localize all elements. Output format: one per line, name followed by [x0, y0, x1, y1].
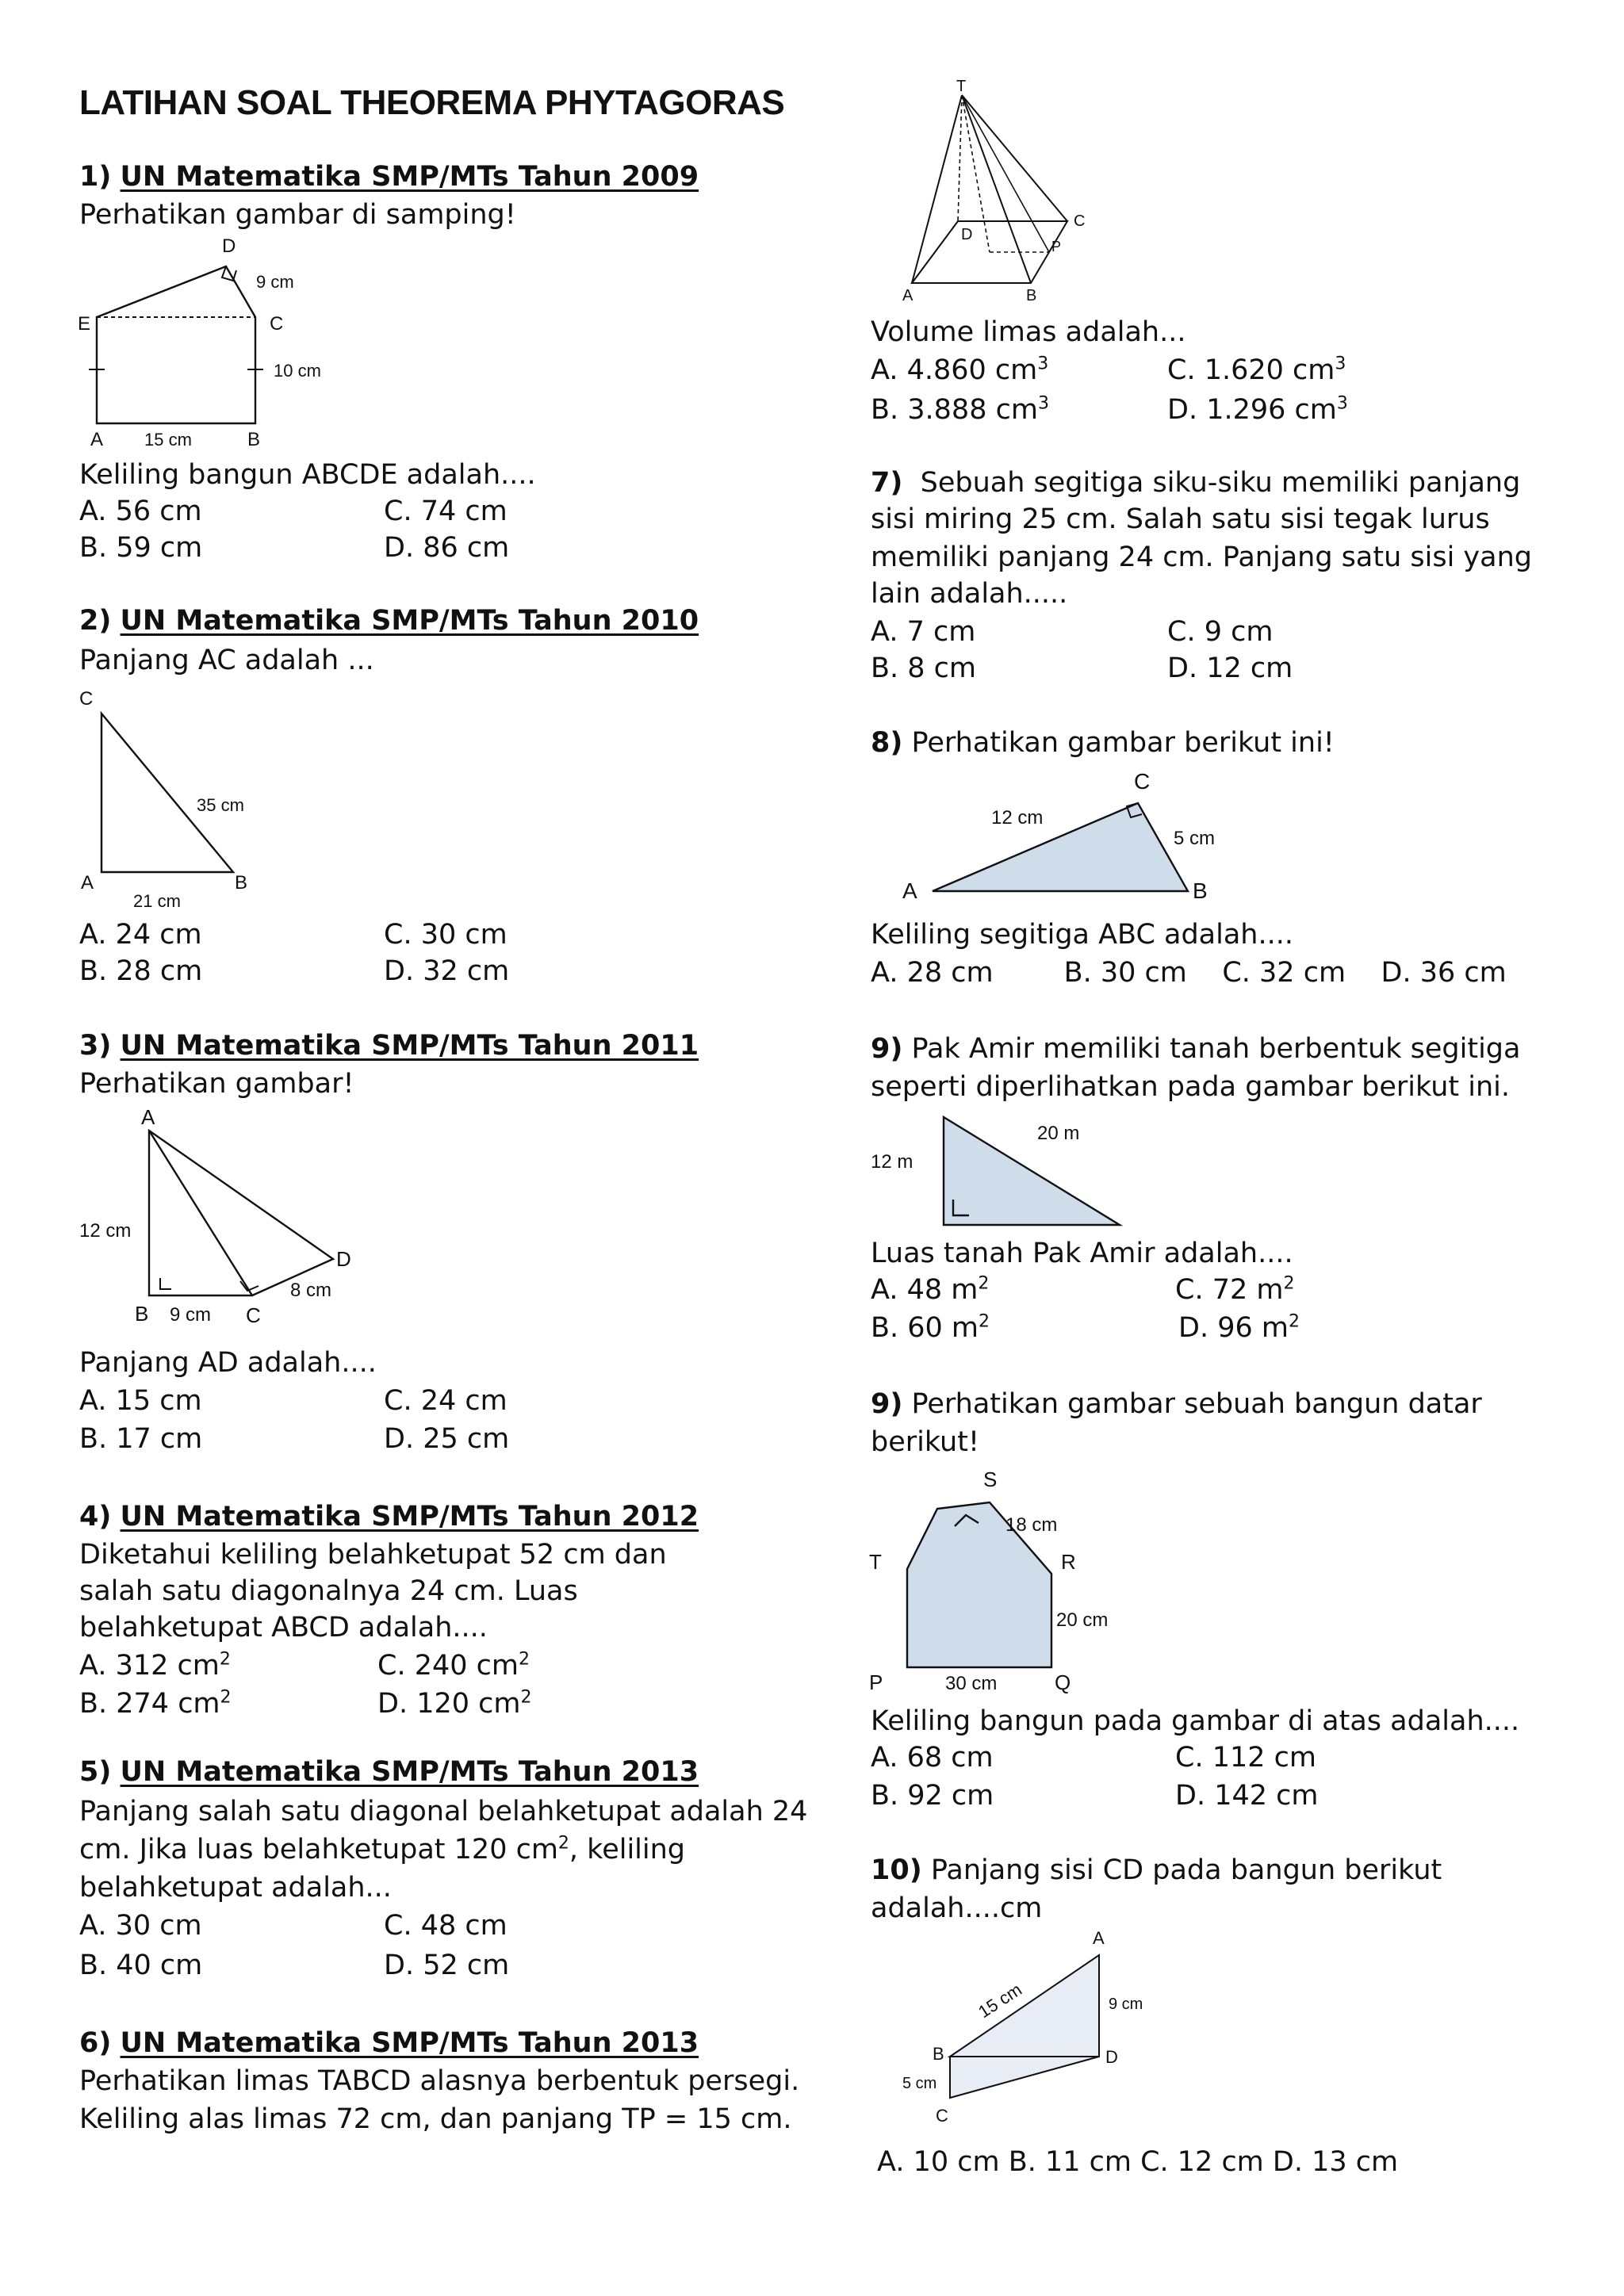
q6-label-c: C — [1074, 212, 1086, 230]
q9a-label-side: 12 m — [871, 1151, 914, 1173]
q4-option-a[interactable]: A. 312 $cm^2$ — [79, 1649, 231, 1682]
q5-option-b[interactable]: B. 40 cm — [79, 1950, 203, 1981]
q5-option-d[interactable]: D. 52 cm — [384, 1950, 510, 1981]
q1-intro: Perhatikan gambar di samping! — [79, 199, 516, 231]
q2-label-a: A — [81, 872, 94, 894]
q1-label-e: E — [78, 313, 91, 335]
q3-option-d[interactable]: D. 25 cm — [384, 1423, 510, 1455]
q8-intro: 8) Perhatikan gambar berikut ini! — [871, 727, 1335, 759]
q1-option-d[interactable]: D. 86 cm — [384, 532, 510, 564]
q9a-option-b[interactable]: B. 60 $m^2$ — [871, 1311, 990, 1344]
q9a-line-1: 9) Pak Amir memiliki tanah berbentuk segitiga — [871, 1033, 1521, 1065]
q6-label-d: D — [961, 226, 973, 243]
q2-label-c: C — [79, 688, 94, 710]
q6-label-t: T — [956, 78, 967, 95]
q3-figure — [71, 1102, 373, 1340]
q6-question: Volume limas adalah... — [871, 316, 1186, 348]
q4-option-b[interactable]: B. 274 $cm^2$ — [79, 1687, 232, 1720]
q3-label-c: C — [246, 1303, 261, 1327]
q1-label-a: A — [90, 429, 104, 450]
q4-line-2: salah satu diagonalnya 24 cm. Luas — [79, 1575, 578, 1607]
q8-label-ac: 12 cm — [991, 807, 1044, 828]
q5-heading: 5) UN Matematika SMP/MTs Tahun 2013 — [79, 1756, 699, 1788]
q8-options[interactable]: A. 28 cm B. 30 cm C. 32 cm D. 36 cm — [871, 957, 1507, 989]
q5-line-1: Panjang salah satu diagonal belahketupat adalah 24 — [79, 1796, 808, 1827]
q2-figure — [71, 678, 309, 916]
q9a-line-2: seperti diperlihatkan pada gambar berikut ini. — [871, 1071, 1511, 1103]
q4-option-d[interactable]: D. 120 $cm^2$ — [377, 1687, 532, 1720]
q6-label-a: A — [902, 287, 914, 304]
q9b-option-a[interactable]: A. 68 cm — [871, 1742, 994, 1774]
q3-heading: 3) UN Matematika SMP/MTs Tahun 2011 — [79, 1030, 699, 1062]
q10-figure — [864, 1927, 1143, 2149]
q7-option-a[interactable]: A. 7 cm — [871, 616, 976, 648]
q6-label-b: B — [1026, 287, 1037, 304]
q4-line-3: belahketupat ABCD adalah.... — [79, 1612, 488, 1644]
q10-line-1: 10) Panjang sisi CD pada bangun berikut — [871, 1854, 1442, 1886]
q9b-line-1: 9) Perhatikan gambar sebuah bangun datar — [871, 1388, 1482, 1420]
q8-figure — [864, 765, 1229, 908]
q9b-line-2: berikut! — [871, 1426, 979, 1458]
q9b-option-b[interactable]: B. 92 cm — [871, 1780, 994, 1812]
q5-option-a[interactable]: A. 30 cm — [79, 1910, 202, 1942]
q6-option-d[interactable]: D. 1.296 $cm^3$ — [1167, 393, 1348, 426]
q2-label-b: B — [235, 872, 248, 894]
q7-option-c[interactable]: C. 9 cm — [1167, 616, 1274, 648]
q3-label-a: A — [141, 1105, 155, 1129]
q2-option-d[interactable]: D. 32 cm — [384, 955, 510, 987]
q6-option-a[interactable]: A. 4.860 $cm^3$ — [871, 354, 1049, 386]
q8-question: Keliling segitiga ABC adalah.... — [871, 919, 1293, 951]
q1-option-a[interactable]: A. 56 cm — [79, 496, 202, 527]
q3-option-b[interactable]: B. 17 cm — [79, 1423, 203, 1455]
q3-label-b: B — [135, 1302, 149, 1326]
q3-question: Panjang AD adalah.... — [79, 1347, 377, 1379]
q9b-question: Keliling bangun pada gambar di atas adalah.... — [871, 1705, 1520, 1737]
q3-label-ab: 12 cm — [79, 1220, 132, 1242]
q7-option-b[interactable]: B. 8 cm — [871, 652, 976, 684]
q1-option-c[interactable]: C. 74 cm — [384, 496, 508, 527]
q9b-option-c[interactable]: C. 112 cm — [1175, 1742, 1316, 1774]
q9b-option-d[interactable]: D. 142 cm — [1175, 1780, 1319, 1812]
q1-figure — [71, 230, 357, 452]
q2-label-ab: 21 cm — [133, 891, 181, 911]
q6-label-p: P — [1051, 239, 1062, 254]
q6-heading: 6) UN Matematika SMP/MTs Tahun 2013 — [79, 2027, 699, 2059]
q1-question: Keliling bangun ABCDE adalah.... — [79, 459, 536, 491]
q9b-figure — [864, 1463, 1150, 1701]
q9b-label-t: T — [869, 1550, 882, 1574]
q10-label-ab: 15 cm — [975, 1979, 1025, 2022]
q10-label-a: A — [1093, 1928, 1105, 1948]
q9a-option-d[interactable]: D. 96 $m^2$ — [1178, 1311, 1300, 1344]
q8-label-b: B — [1193, 878, 1208, 903]
q10-label-ad: 9 cm — [1109, 1996, 1143, 2013]
q3-option-c[interactable]: C. 24 cm — [384, 1385, 508, 1417]
q6-figure — [872, 75, 1110, 305]
q1-label-b: B — [247, 429, 261, 450]
q3-intro: Perhatikan gambar! — [79, 1068, 354, 1100]
q3-label-bc: 9 cm — [170, 1304, 212, 1326]
q4-line-1: Diketahui keliling belahketupat 52 cm dan — [79, 1539, 667, 1571]
q10-options[interactable]: A. 10 cm B. 11 cm C. 12 cm D. 13 cm — [877, 2146, 1399, 2178]
q1-label-d: D — [222, 235, 236, 257]
q6-option-b[interactable]: B. 3.888 $cm^3$ — [871, 393, 1049, 426]
q10-label-b: B — [933, 2044, 944, 2064]
q2-question: Panjang AC adalah ... — [79, 645, 374, 676]
q7-option-d[interactable]: D. 12 cm — [1167, 652, 1293, 684]
q4-option-c[interactable]: C. 240 $cm^2$ — [377, 1649, 530, 1682]
q10-line-2: adalah....cm — [871, 1892, 1043, 1924]
q7-line-2: sisi miring 25 cm. Salah satu sisi tegak lurus — [871, 503, 1490, 535]
q9a-option-c[interactable]: C. 72 $m^2$ — [1175, 1273, 1295, 1306]
q9b-label-p: P — [869, 1670, 883, 1694]
q4-heading: 4) UN Matematika SMP/MTs Tahun 2012 — [79, 1501, 699, 1533]
q7-line-3: memiliki panjang 24 cm. Panjang satu sisi yang — [871, 541, 1532, 573]
q8-label-a: A — [902, 878, 917, 903]
q10-label-c: C — [936, 2106, 948, 2126]
q2-heading: 2) UN Matematika SMP/MTs Tahun 2010 — [79, 605, 699, 637]
q1-label-dc: 9 cm — [256, 272, 294, 292]
q1-label-ab: 15 cm — [144, 430, 192, 450]
q9b-label-s: S — [983, 1468, 998, 1491]
q3-label-cd: 8 cm — [290, 1280, 332, 1301]
q9b-label-pq: 30 cm — [945, 1673, 998, 1694]
q1-label-c: C — [270, 313, 284, 335]
q1-heading: 1) UN Matematika SMP/MTs Tahun 2009 — [79, 161, 699, 193]
page-title: LATIHAN SOAL THEOREMA PHYTAGORAS — [79, 83, 785, 122]
q2-option-a[interactable]: A. 24 cm — [79, 919, 202, 951]
q5-line-2: cm. Jika luas belahketupat 120 $cm^2$, keliling — [79, 1833, 686, 1866]
q9b-label-r: R — [1061, 1550, 1076, 1574]
q9a-label-hyp: 20 m — [1037, 1123, 1080, 1144]
q2-option-b[interactable]: B. 28 cm — [79, 955, 203, 987]
q1-label-cb: 10 cm — [274, 361, 321, 381]
q8-label-c: C — [1134, 769, 1151, 794]
q3-label-d: D — [336, 1247, 351, 1271]
q8-label-cb: 5 cm — [1174, 828, 1216, 849]
q9a-question: Luas tanah Pak Amir adalah.... — [871, 1238, 1293, 1269]
q5-option-c[interactable]: C. 48 cm — [384, 1910, 508, 1942]
q1-option-b[interactable]: B. 59 cm — [79, 532, 203, 564]
q3-option-a[interactable]: A. 15 cm — [79, 1385, 202, 1417]
q7-line-4: lain adalah..... — [871, 578, 1068, 610]
q9a-figure — [864, 1106, 1150, 1233]
q6-option-c[interactable]: C. 1.620 $cm^3$ — [1167, 354, 1346, 386]
q7-line-1: 7) Sebuah segitiga siku-siku memiliki panjang — [871, 467, 1521, 499]
q9a-option-a[interactable]: A. 48 $m^2$ — [871, 1273, 990, 1306]
q5-line-3: belahketupat adalah... — [79, 1872, 392, 1904]
q10-label-bc: 5 cm — [902, 2075, 937, 2092]
q6-line-1: Perhatikan limas TABCD alasnya berbentuk persegi. — [79, 2065, 800, 2097]
q9b-label-q: Q — [1055, 1670, 1071, 1694]
q9b-label-sr: 18 cm — [1005, 1514, 1058, 1536]
q9b-label-rq: 20 cm — [1056, 1609, 1109, 1631]
q2-option-c[interactable]: C. 30 cm — [384, 919, 508, 951]
q10-label-d: D — [1105, 2047, 1118, 2067]
q6-line-2: Keliling alas limas 72 cm, dan panjang TP = 15 cm. — [79, 2103, 792, 2135]
q2-label-bc: 35 cm — [197, 795, 244, 815]
